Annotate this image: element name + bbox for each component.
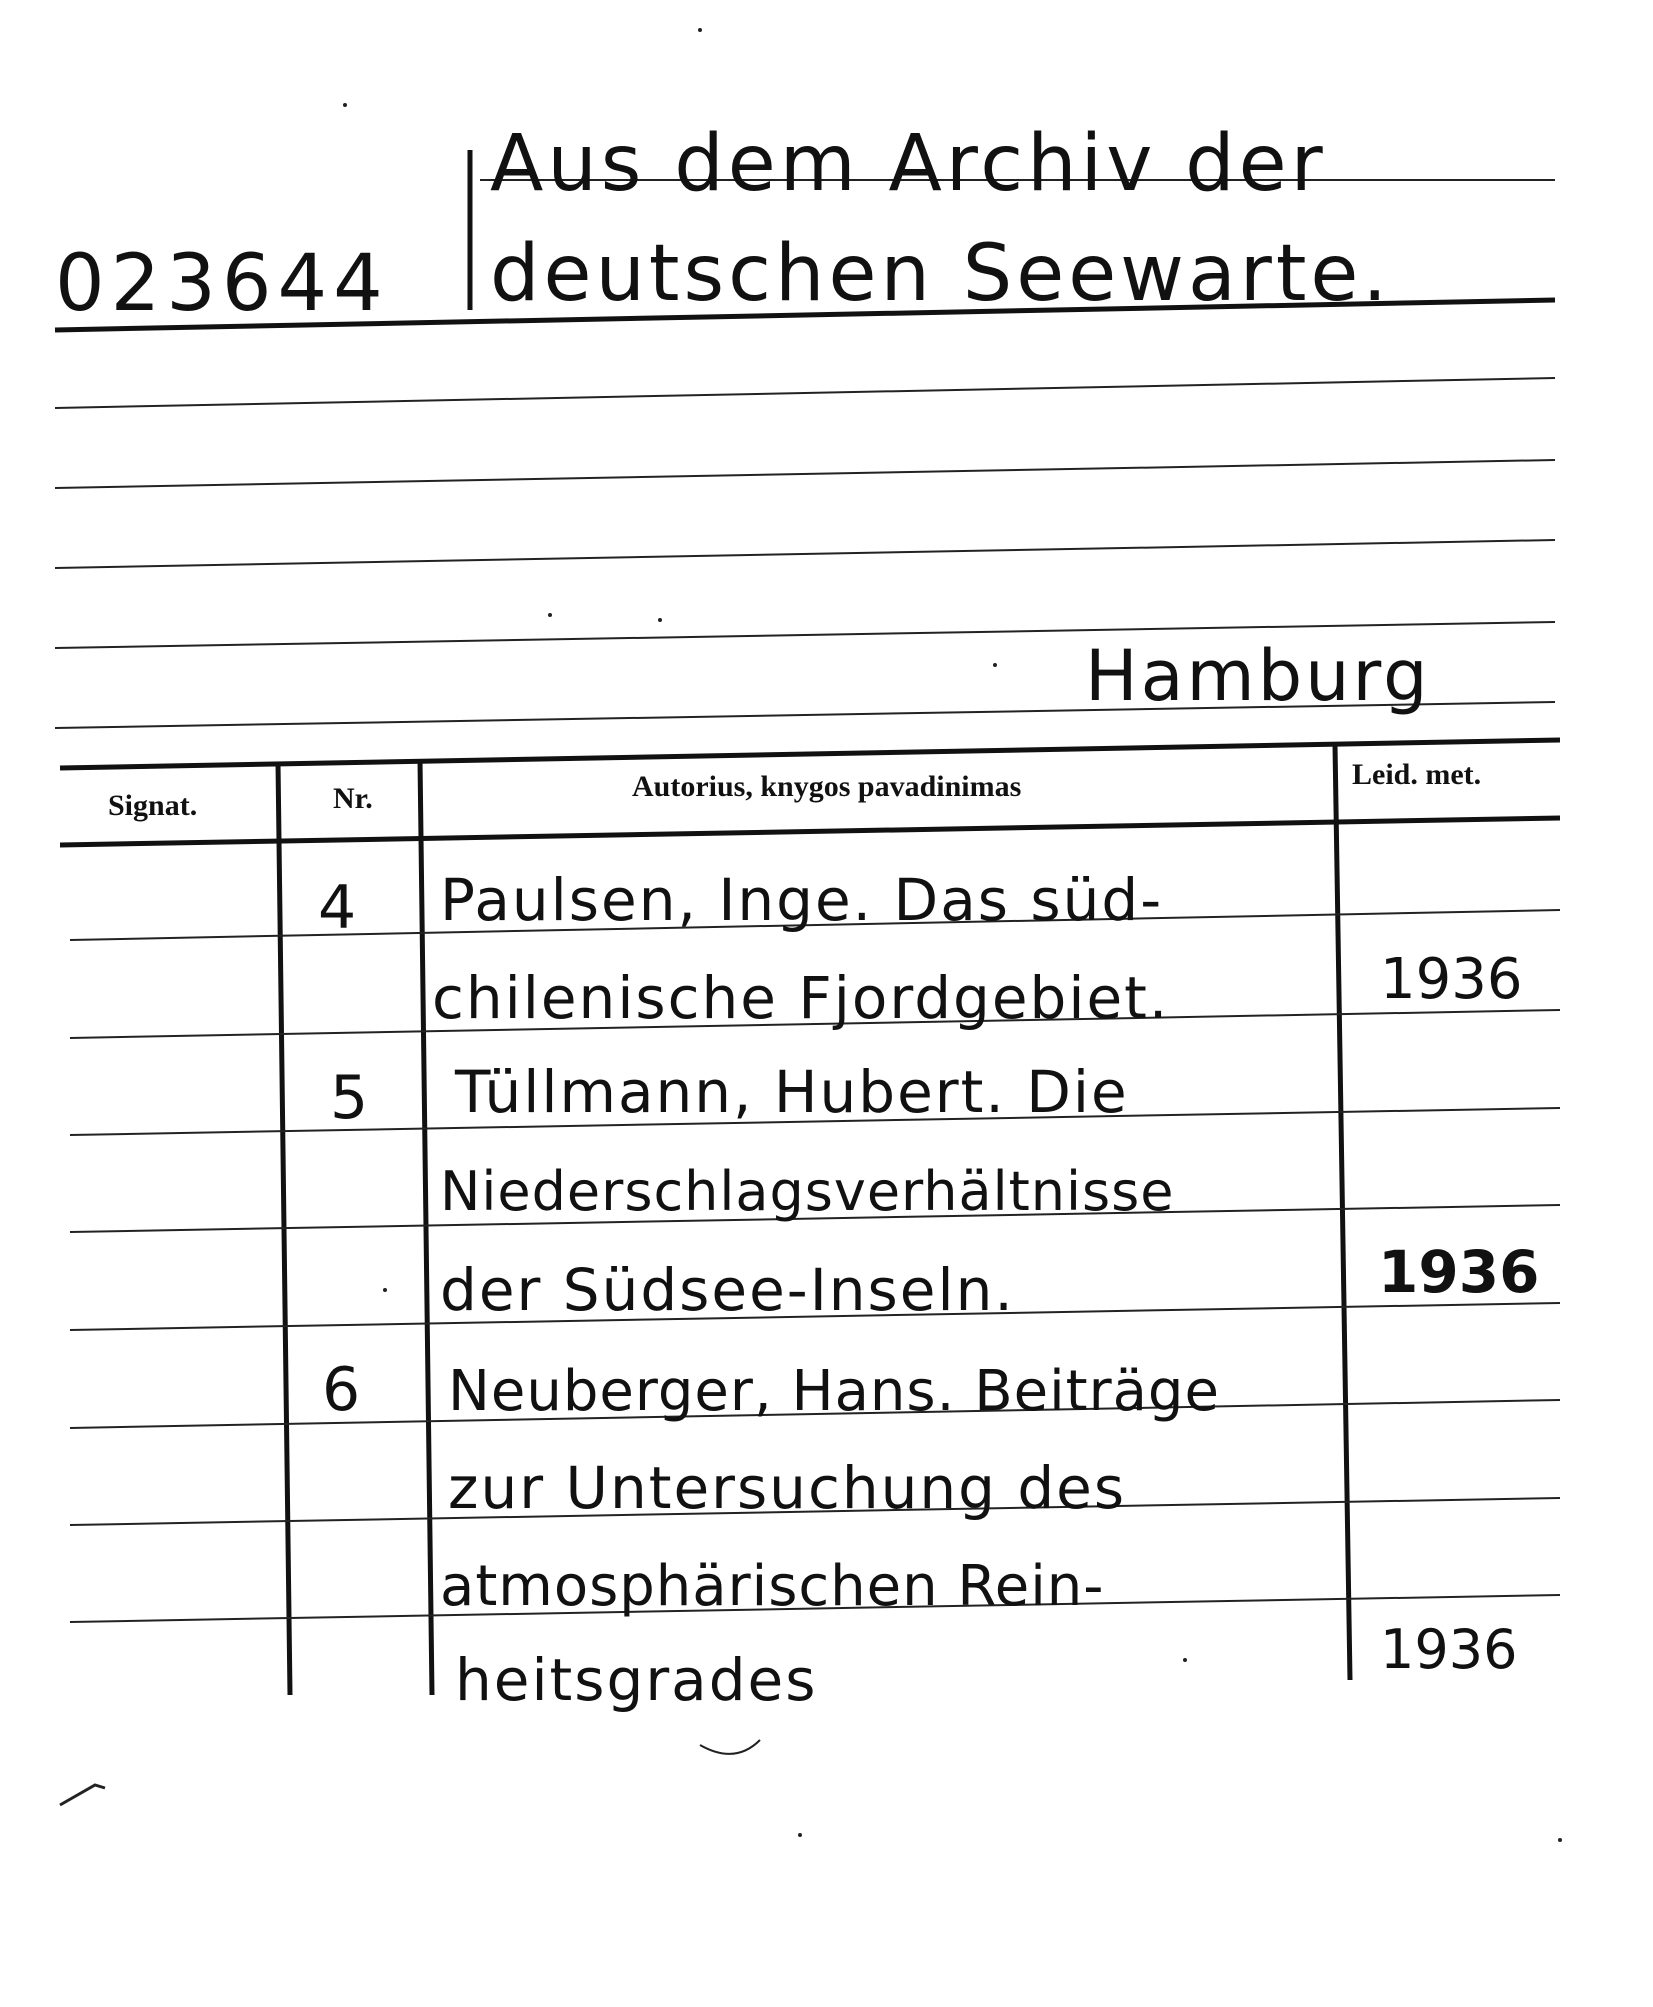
entry-text-line: der Südsee-Inseln. (440, 1256, 1015, 1324)
entry-nr: 6 (322, 1355, 361, 1425)
entry-text-line: atmosphärischen Rein- (440, 1554, 1105, 1619)
entry-text-line: chilenische Fjordgebiet. (432, 964, 1170, 1032)
entry-text-line: Niederschlagsverhältnisse (440, 1160, 1175, 1223)
entry-nr: 5 (330, 1063, 369, 1133)
col-header-nr: Nr. (333, 782, 373, 815)
place: Hamburg (1085, 635, 1431, 717)
entry-nr: 4 (318, 873, 357, 943)
card-title-line1: Aus dem Archiv der (490, 119, 1327, 209)
entry-text-line: Tüllmann, Hubert. Die (455, 1058, 1129, 1126)
col-header-author-title: Autorius, knygos pavadinimas (632, 770, 1022, 803)
card-number: 023644 (55, 239, 389, 329)
col-header-signat: Signat. (108, 789, 198, 822)
entry-text-line: Neuberger, Hans. Beiträge (448, 1359, 1220, 1424)
entry-year: 1936 (1380, 947, 1523, 1012)
col-header-year: Leid. met. (1352, 758, 1482, 791)
entry-text-line: heitsgrades (455, 1646, 818, 1714)
col-sep-3 (1335, 745, 1350, 1680)
col-sep-2 (420, 760, 432, 1695)
entry-year: 1936 (1378, 1238, 1540, 1306)
entry-text-line: Paulsen, Inge. Das süd- (440, 866, 1164, 934)
entry-year: 1936 (1380, 1618, 1518, 1681)
entry-text-line: zur Untersuchung des (448, 1454, 1127, 1522)
card-title-line2: deutschen Seewarte. (490, 229, 1392, 319)
